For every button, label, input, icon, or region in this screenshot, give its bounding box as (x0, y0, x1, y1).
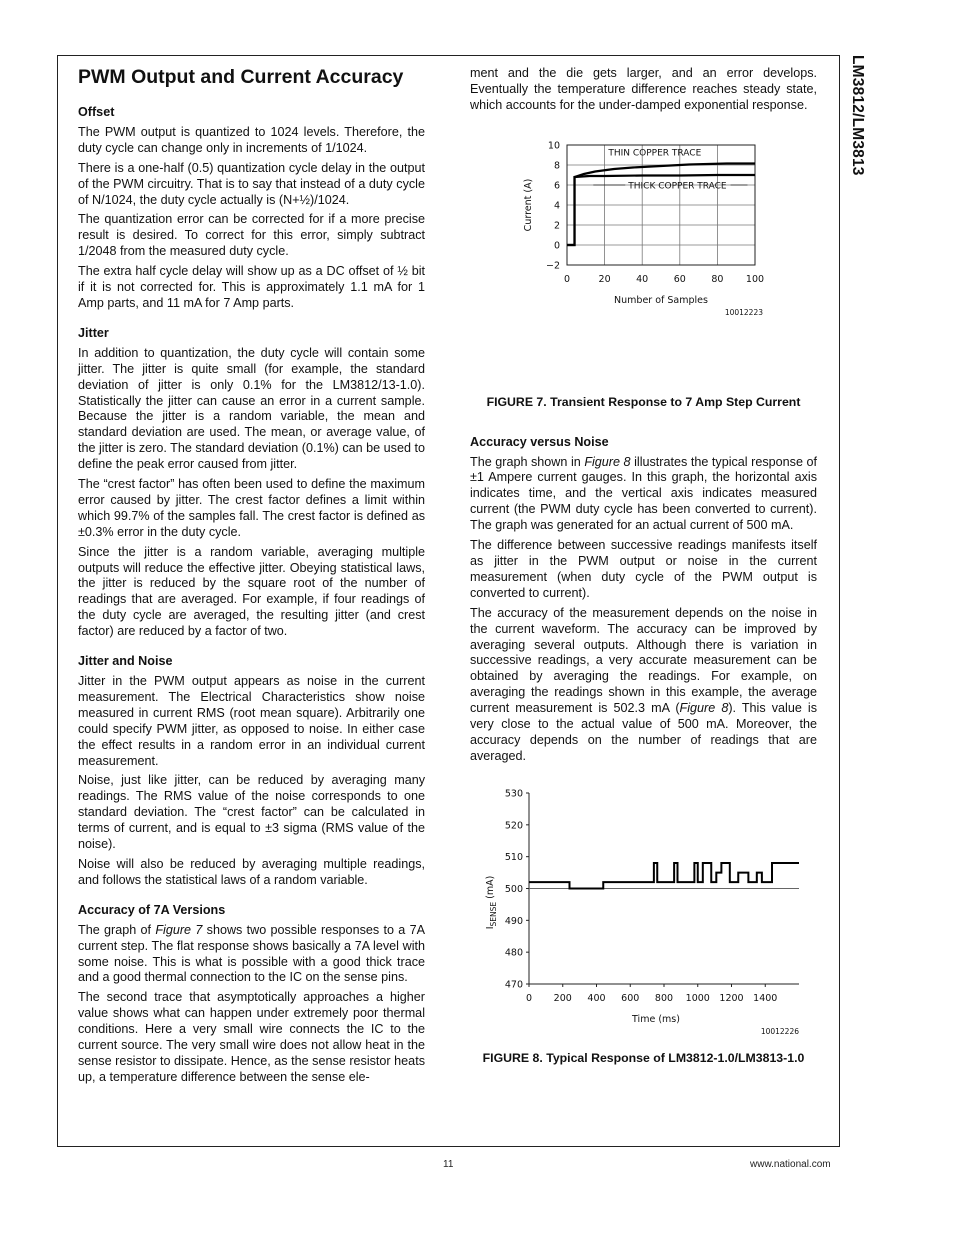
thin-trace-label: THIN COPPER TRACE (608, 148, 702, 159)
x-tick-label: 0 (563, 273, 571, 285)
figure-7 (470, 132, 817, 411)
y-tick-label: −2 (545, 260, 560, 272)
x-tick-label: 200 (553, 992, 572, 1004)
accuracy-7a-paragraph-3: ment and the die gets larger, and an error develops. Eventually the temperature difference reaches steady state, which accounts for the under-damped exponential response. (470, 66, 817, 112)
jitter-noise-paragraph-3: Noise will also be reduced by averaging multiple readings, and follows the statistical laws of a random variable. (78, 856, 425, 887)
figure-7-id: 10012223 (724, 307, 763, 317)
x-tick-label: 600 (621, 992, 640, 1004)
jitter-paragraph-1: In addition to quantization, the duty cycle will contain some jitter. The jitter is quite small (for example, the standard deviation of jitter is only 0.1% for the LM3812/13-1.0). Statistically the jitter can cause an error in a current sample. Because the jitter is a random variable, the mean and standard deviation are used. The mean, or average value, of the jitter is zero. The standard deviation (0.1%) can be used to define the peak error caused from jitter. (78, 345, 425, 472)
x-axis-label: Time (ms) (632, 1013, 680, 1025)
offset-paragraph-1: The PWM output is quantized to 1024 levels. Therefore, the duty cycle can change only in increments of 1/1024. (78, 124, 425, 155)
accuracy-noise-paragraph-2: The difference between successive readings manifests itself as jitter in the PWM output or noise in the current measurement (when duty cycle of the PWM output is converted to current). (470, 538, 817, 600)
accuracy-noise-heading: Accuracy versus Noise (470, 434, 609, 449)
jitter-noise-heading: Jitter and Noise (78, 654, 173, 669)
y-axis-label: Current (A) (523, 178, 534, 232)
x-tick-label: 1200 (719, 992, 744, 1004)
x-tick-label: 1000 (685, 992, 710, 1004)
left-column (78, 66, 425, 1090)
figure-8-id: 10012226 (760, 1026, 799, 1036)
jitter-paragraph-2: The “crest factor” has often been used to define the maximum error caused by jitter. The crest factor defines a limit within which 99.7% of the samples fall. The crest factor is defined as ±0.3% error in the duty cycle. (78, 477, 425, 539)
x-tick-label: 80 (711, 273, 724, 285)
y-axis-label-subscript: SENSE (489, 901, 498, 927)
figure-7-plot-group (523, 140, 764, 317)
y-tick-label: 510 (504, 851, 523, 863)
figure-8-caption: FIGURE 8. Typical Response of LM3812-1.0/LM3813-1.0 (482, 1050, 805, 1065)
side-part-number: LM3812/LM3813 (849, 55, 866, 176)
jitter-paragraph-3: Since the jitter is a random variable, averaging multiple outputs will reduce the effective jitter. Obeying statistical laws, the jitter is reduced by the square root of the number of readings that are averaged. For example, if four readings of the duty cycle are averaged, the resulting jitter (and crest factor) are reduced by a factor of two. (78, 544, 425, 639)
accuracy-7a-paragraph-2: The second trace that asymptotically approaches a higher value shows what can happen under extremely poor thermal conditions. Here a very small wire connects the IC to the current source. The very small wire does not allow heat in the sense resistor to dissipate. Hence, as the sense resistor heats up, a temperature difference between the sense ele- (78, 990, 425, 1084)
y-tick-label: 530 (504, 788, 523, 800)
x-tick-label: 0 (525, 992, 533, 1004)
y-axis-label-main: I (485, 926, 496, 930)
figure-8-reference[interactable]: Figure 8 (584, 454, 631, 469)
text-run: The accuracy of the measurement depends on the noise in the current waveform. The accuracy can be improved by averaging several outputs. Although there is variation in successive readings, a very accurate measurement can be obtained by averaging the readings. For example, on averaging the readings shown in this example, the average current measurement is 502.3 mA ( (470, 605, 817, 716)
accuracy-noise-paragraph-3 (470, 606, 817, 765)
offset-paragraph-2: There is a one-half (0.5) quantization cycle delay in the output of the PWM circuitry. That is to say that instead of a duty cycle of N/1024, the duty cycle actually is (N+½)/1024. (78, 160, 425, 207)
text-run: The graph shown in (470, 454, 585, 469)
offset-heading: Offset (78, 105, 115, 119)
y-tick-label: 490 (504, 915, 523, 927)
x-tick-label: 400 (587, 992, 606, 1004)
y-tick-label: 2 (553, 220, 560, 232)
text-run: illustrates the typical response of ±1 Ampere current gauges. In this graph, the horizontal axis indicates time, and the vertical axis indicates measured current (the PWM duty cycle has been converted to current). The graph was generated for an actual current of 500 mA. (470, 454, 817, 533)
jitter-noise-paragraph-2: Noise, just like jitter, can be reduced by averaging many readings. The RMS value of the noise corresponds to one standard deviation. The “crest factor” can be calculated in terms of current, and is equal to ±3 sigma (RMS value of the noise). (78, 773, 425, 852)
isense-trace-line (529, 863, 799, 888)
offset-paragraph-3: The quantization error can be corrected for if a more precise result is desired. To correct for this error, simply subtract 1/2048 from the measured duty cycle. (78, 212, 425, 259)
y-axis-label-unit: (mA) (485, 875, 496, 902)
y-axis-label (485, 875, 498, 929)
x-tick-label: 1400 (753, 992, 778, 1004)
jitter-heading: Jitter (78, 325, 109, 340)
y-tick-label: 4 (553, 200, 560, 212)
accuracy-7a-paragraph-1 (78, 923, 425, 987)
y-tick-label: 10 (547, 140, 560, 152)
x-axis-label: Number of Samples (614, 294, 708, 306)
x-tick-label: 100 (745, 273, 765, 285)
y-tick-label: 0 (553, 240, 560, 252)
y-tick-label: 470 (504, 979, 523, 991)
figure-7-chart (470, 132, 817, 392)
x-tick-label: 60 (673, 273, 686, 285)
figure-7-caption: FIGURE 7. Transient Response to 7 Amp Step Current (486, 394, 801, 409)
accuracy-noise-paragraph-1 (470, 455, 817, 535)
y-tick-label: 520 (504, 820, 523, 832)
right-column (470, 66, 817, 1067)
x-tick-label: 800 (654, 992, 674, 1004)
y-tick-label: 500 (504, 883, 523, 895)
section-heading: PWM Output and Current Accuracy (78, 66, 404, 88)
offset-paragraph-4: The extra half cycle delay will show up as a DC offset of ½ bit if it is not corrected for. This is approximately 1.1 mA for 1 Amp parts, and 11 mA for 7 Amp parts. (78, 264, 425, 310)
y-tick-label: 8 (553, 160, 560, 172)
figure-8-reference[interactable]: Figure 8 (679, 701, 729, 716)
x-tick-label: 20 (598, 273, 611, 285)
page-number: 11 (443, 1159, 454, 1170)
figure-8 (470, 779, 817, 1067)
y-tick-label: 6 (553, 180, 560, 192)
figure-8-chart (470, 779, 817, 1041)
x-tick-label: 40 (636, 273, 649, 285)
thick-trace-label: THICK COPPER TRACE (628, 181, 727, 192)
footer-website[interactable]: www.national.com (750, 1159, 831, 1170)
y-tick-label: 480 (504, 947, 523, 959)
figure-7-reference[interactable]: Figure 7 (155, 922, 203, 937)
jitter-noise-paragraph-1: Jitter in the PWM output appears as noise in the current measurement. The Electrical Characteristics show noise measured in current RMS (root mean square). Arbitrarily one could specify PWM jitter, as opposed to noise. In either case the effect results in a random error in an individual current measurement. (78, 674, 425, 768)
text-run: ). This value is very close to the actual value of 500 mA. Moreover, the accuracy depends on the number of readings that are averaged. (470, 701, 817, 763)
text-run: shows two possible responses to a 7A current step. The flat response shows basically a 7A level with some noise. This is what is possible with a good thick trace and a good thermal connection to the IC on the sense pins. (78, 922, 425, 985)
accuracy-7a-heading: Accuracy of 7A Versions (78, 902, 226, 917)
text-run: The graph of (78, 922, 156, 937)
